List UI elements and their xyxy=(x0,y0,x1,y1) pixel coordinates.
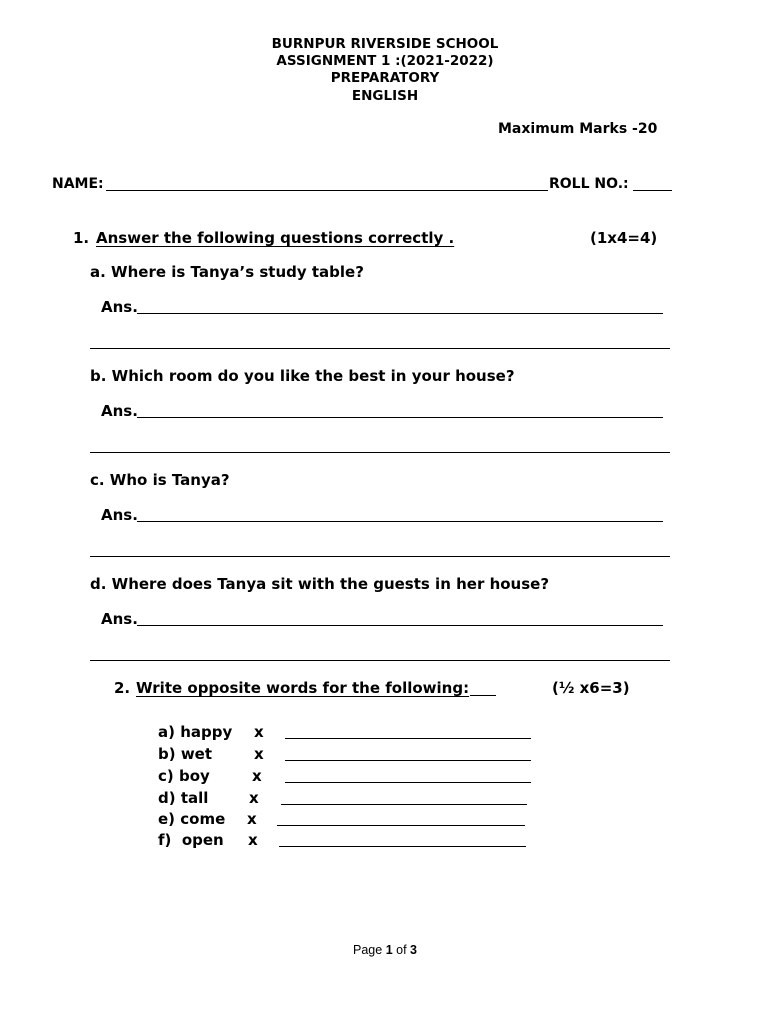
answer-line-c1 xyxy=(137,521,663,522)
answer-line-a2 xyxy=(90,348,670,349)
opposite-line-a xyxy=(285,738,531,739)
section1-marks: (1x4=4) xyxy=(590,229,658,247)
answer-label-c: Ans. xyxy=(101,506,138,524)
roll-blank xyxy=(633,190,672,191)
opposite-item-e: e) come xyxy=(158,810,226,828)
opposite-item-a: a) happy xyxy=(158,723,233,741)
question-a: a. Where is Tanya’s study table? xyxy=(90,263,364,281)
answer-label-b: Ans. xyxy=(101,402,138,420)
assignment-title: ASSIGNMENT 1 :(2021-2022) xyxy=(276,53,494,69)
opposite-item-b: b) wet xyxy=(158,745,213,763)
section2-marks: (½ x6=3) xyxy=(552,679,630,697)
section1-number: 1. xyxy=(73,229,90,247)
opposite-line-b xyxy=(285,760,531,761)
section2-title: Write opposite words for the following: xyxy=(136,679,470,697)
opposite-x-e: x xyxy=(247,810,257,828)
school-name: BURNPUR RIVERSIDE SCHOOL xyxy=(271,36,499,52)
opposite-item-c: c) boy xyxy=(158,767,210,785)
answer-label-a: Ans. xyxy=(101,298,138,316)
opposite-x-d: x xyxy=(249,789,259,807)
answer-line-c2 xyxy=(90,556,670,557)
maximum-marks: Maximum Marks -20 xyxy=(498,121,658,137)
answer-line-b2 xyxy=(90,452,670,453)
opposite-line-d xyxy=(281,804,527,805)
of-word: of xyxy=(396,943,407,957)
section1-title: Answer the following questions correctly . xyxy=(96,229,455,247)
section2-number: 2. xyxy=(114,679,131,697)
question-c: c. Who is Tanya? xyxy=(90,471,230,489)
opposite-item-f: f) open xyxy=(158,831,224,849)
answer-line-d2 xyxy=(90,660,670,661)
opposite-x-b: x xyxy=(254,745,264,763)
page-word: Page xyxy=(353,943,383,957)
page-footer xyxy=(0,943,770,957)
opposite-x-a: x xyxy=(254,723,264,741)
answer-line-a1 xyxy=(137,313,663,314)
opposite-line-f xyxy=(279,846,526,847)
answer-label-d: Ans. xyxy=(101,610,138,628)
roll-label: ROLL NO.: xyxy=(549,176,629,192)
opposite-item-d: d) tall xyxy=(158,789,209,807)
class-name: PREPARATORY xyxy=(330,70,440,86)
opposite-x-c: x xyxy=(252,767,262,785)
name-label: NAME: xyxy=(52,176,104,192)
question-b: b. Which room do you like the best in your house? xyxy=(90,367,515,385)
page-current: 1 xyxy=(385,943,393,957)
answer-line-d1 xyxy=(137,625,663,626)
opposite-x-f: x xyxy=(248,831,258,849)
question-d: d. Where does Tanya sit with the guests in her house? xyxy=(90,575,550,593)
subject-name: ENGLISH xyxy=(351,88,419,104)
opposite-line-e xyxy=(277,825,525,826)
opposite-line-c xyxy=(285,782,531,783)
page-total: 3 xyxy=(410,943,417,957)
answer-line-b1 xyxy=(137,417,663,418)
name-blank xyxy=(106,190,548,191)
section2-title-underline-tail xyxy=(470,695,496,696)
